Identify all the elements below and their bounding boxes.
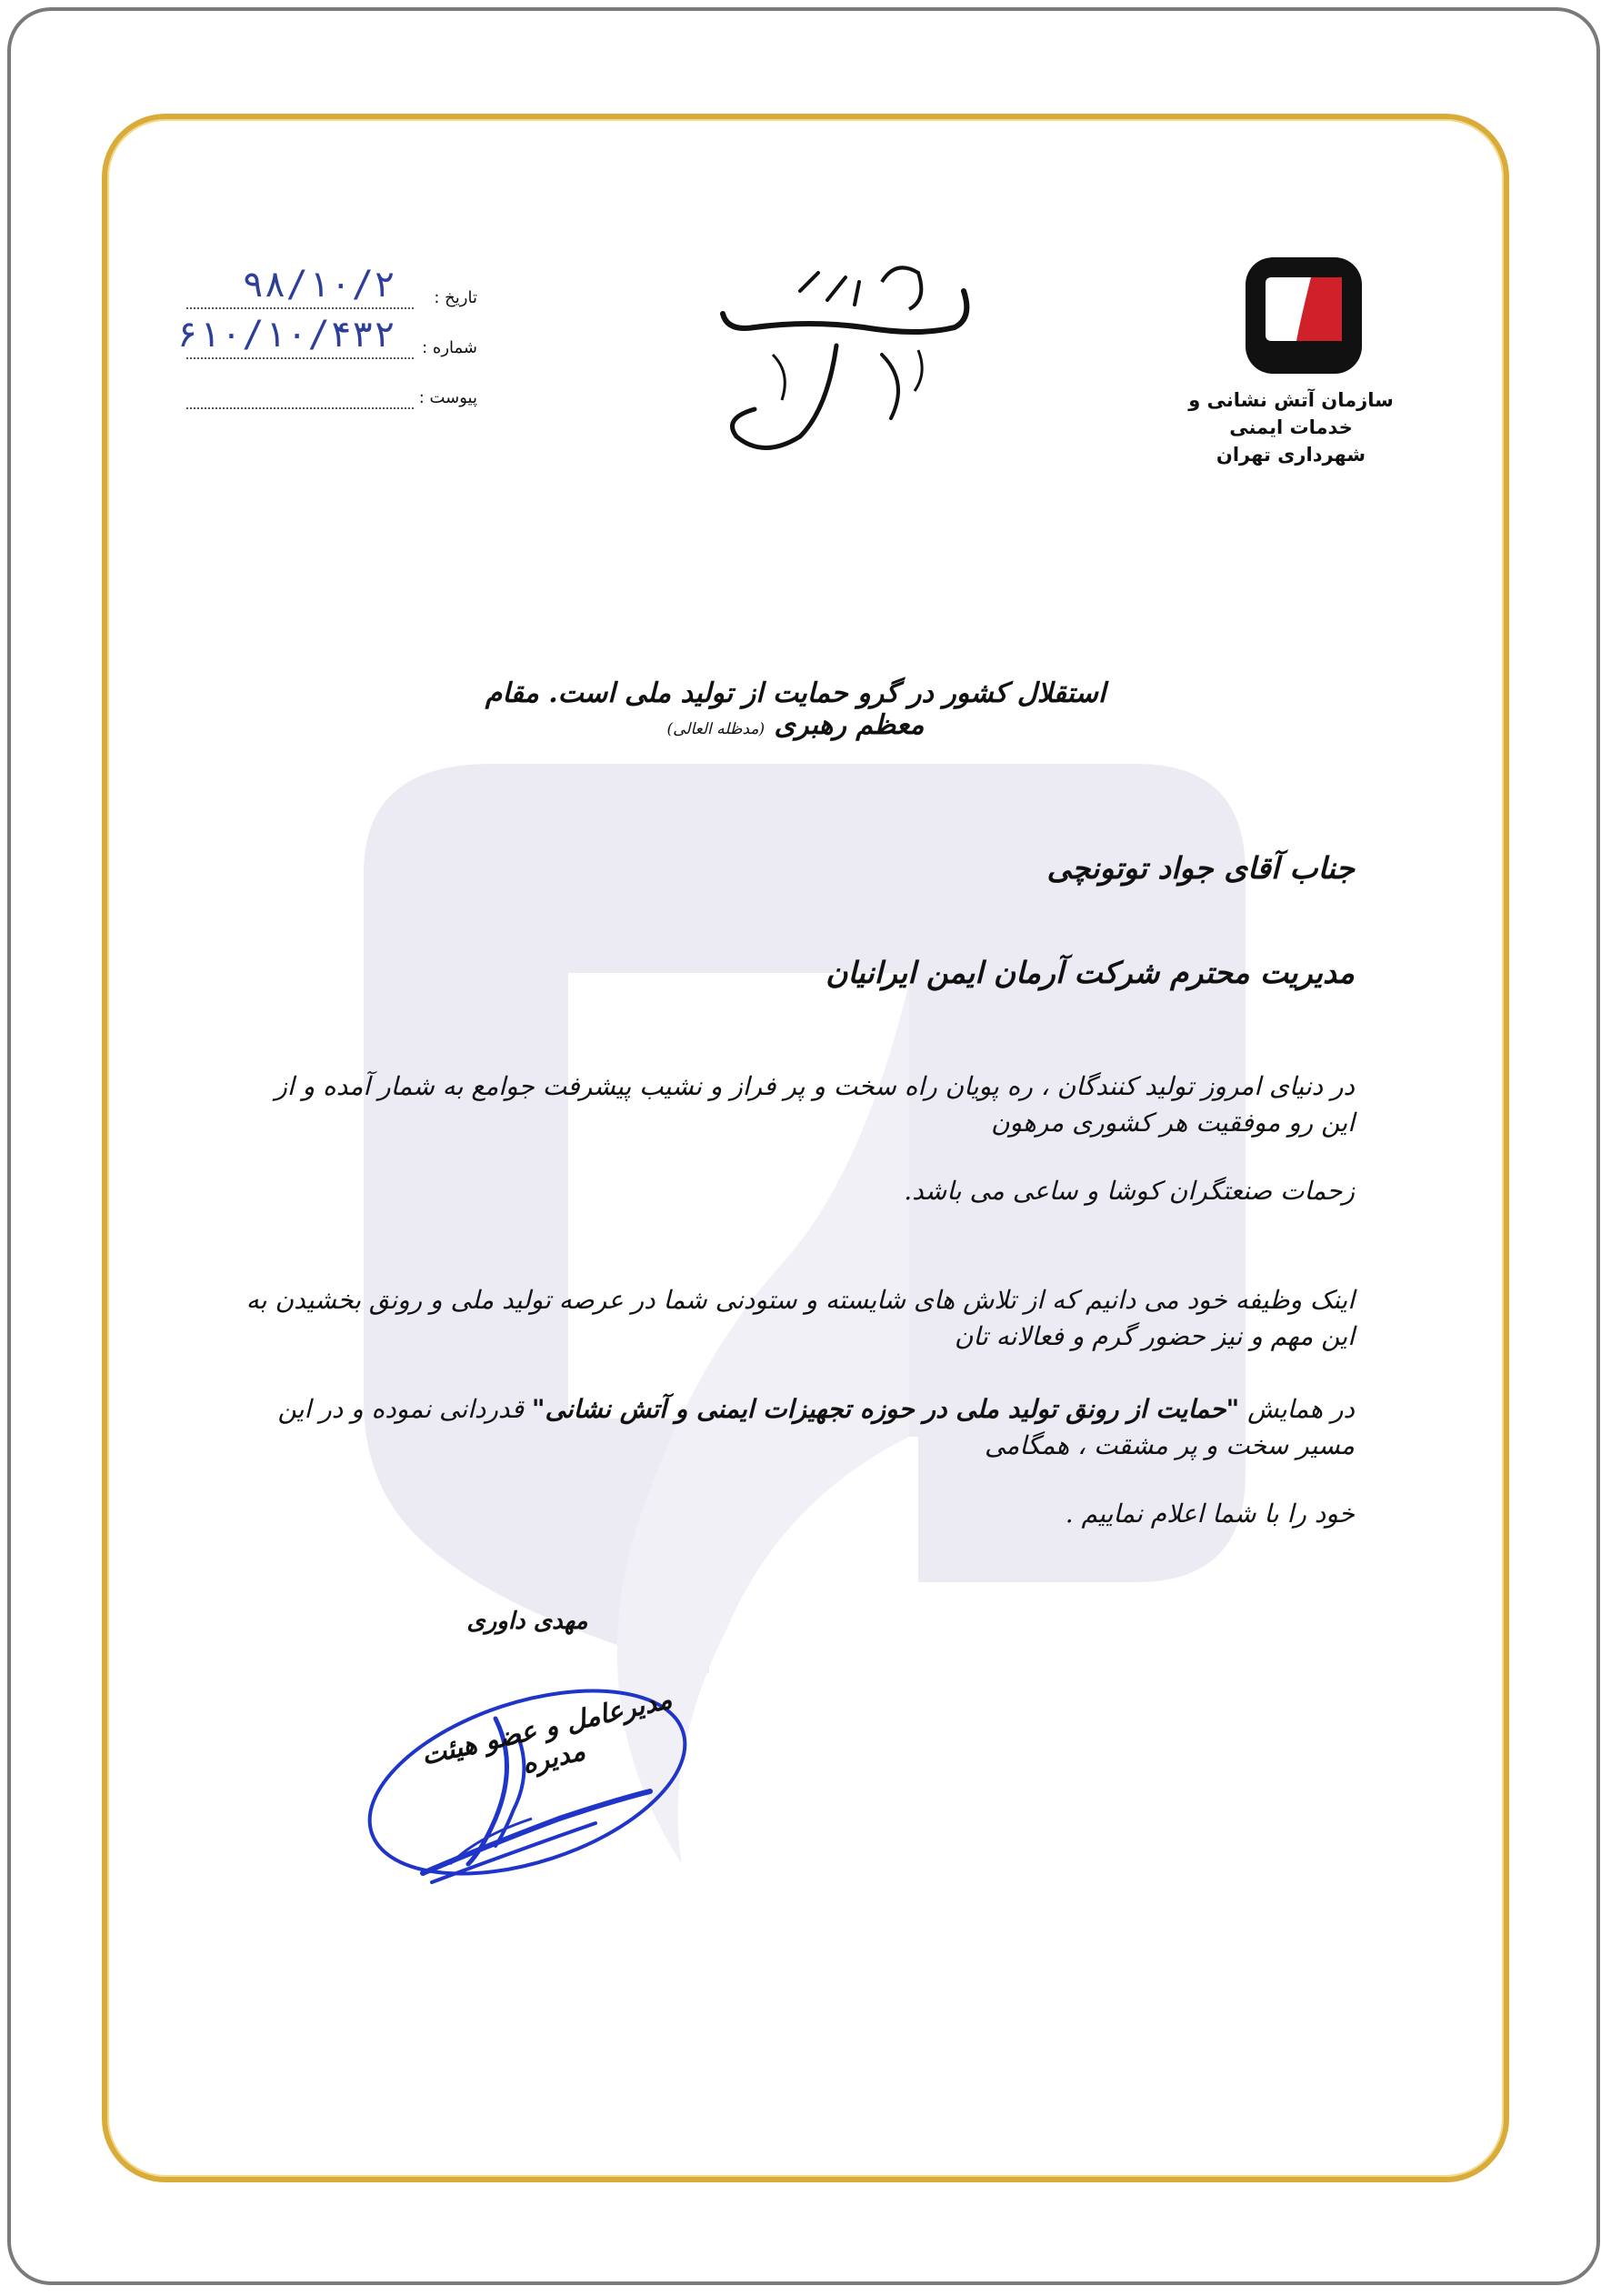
organization-name xyxy=(1164,386,1418,468)
leader-quote xyxy=(455,677,1136,741)
calligraphy-icon xyxy=(700,264,982,464)
signer-title: مدیرعامل و عضو هیئت مدیره xyxy=(418,1683,675,1780)
bismillah-calligraphy xyxy=(700,264,982,464)
signer-name: مهدی داوری xyxy=(466,1608,588,1635)
body-para1-line2: زحمات صنعتگران کوشا و ساعی می باشد. xyxy=(904,1176,1355,1206)
attachment-row xyxy=(186,373,477,409)
quote-text: استقلال کشور در گرو حمایت از تولید ملی است. مقام معظم رهبری xyxy=(485,677,1106,741)
date-label: تاریخ : xyxy=(434,288,477,307)
date-row xyxy=(186,264,477,309)
number-row xyxy=(176,314,477,359)
recipient-title: مدیریت محترم شرکت آرمان ایمن ایرانیان xyxy=(826,955,1355,990)
body-para2-line2 xyxy=(245,1391,1355,1464)
body-para2-line2-start: در همایش xyxy=(1247,1394,1355,1424)
conference-title: "حمایت از رونق تولید ملی در حوزه تجهیزات ایمنی و آتش نشانی" xyxy=(531,1394,1240,1424)
attachment-label: پیوست : xyxy=(418,388,477,407)
date-field xyxy=(186,264,414,309)
attachment-field xyxy=(186,375,414,409)
quote-suffix: (مدظله العالی) xyxy=(666,720,765,738)
number-value: ۶۱۰/۱۰/۴۳۲ xyxy=(176,314,395,356)
organization-name-line2: شهرداری تهران xyxy=(1216,444,1366,466)
body-para2-line2-end: قدردانی نموده و در این مسیر سخت و پر مشقت ، همگامی xyxy=(277,1394,1355,1460)
number-label: شماره : xyxy=(422,338,477,357)
body-para1-line1: در دنیای امروز تولید کنندگان ، ره پویان راه سخت و پر فراز و نشیب پیشرفت جوامع به شمار آمده و از این رو موفقیت هر کشوری مرهون xyxy=(275,1071,1355,1138)
number-field xyxy=(176,314,414,359)
date-value: ۹۸/۱۰/۲ xyxy=(242,264,395,306)
recipient-name: جناب آقای جواد توتونچی xyxy=(1046,850,1355,886)
organization-logo xyxy=(1246,257,1362,374)
body-para2-line3: خود را با شما اعلام نماییم . xyxy=(1065,1499,1355,1529)
fire-department-emblem-icon xyxy=(1246,257,1362,374)
organization-name-line1: سازمان آتش نشانی و خدمات ایمنی xyxy=(1188,389,1394,438)
body-para2-line1: اینک وظیفه خود می دانیم که از تلاش های شایسته و ستودنی شما در عرصه تولید ملی و رونق بخشیدن به این مهم و نیز حضور گرم و فعالانه تان xyxy=(245,1285,1355,1351)
